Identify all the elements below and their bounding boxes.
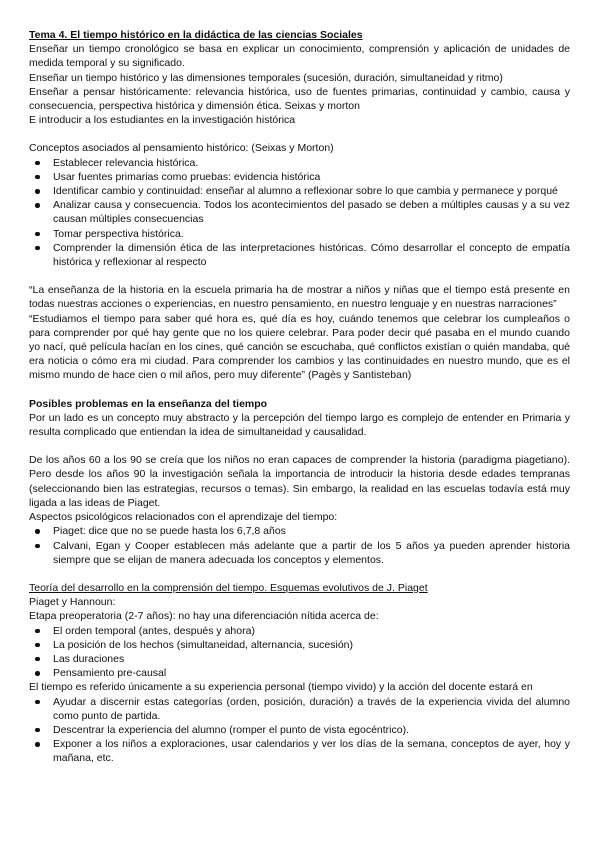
concepts-list [29, 156, 570, 270]
document-title: Tema 4. El tiempo histórico en la didáctica de las ciencias Sociales [29, 29, 363, 41]
intro-paragraph: Enseñar a pensar históricamente: relevancia histórica, uso de fuentes primarias, continuidad y cambio, causa y consecuencia, perspectiva histórica y dimensión ética. Seixas y morton [29, 85, 570, 113]
list-item: Analizar causa y consecuencia. Todos los acontecimientos del pasado se deben a múltiples causas y a su vez causan múltiples consecuencias [29, 198, 570, 226]
quote-paragraph: “La enseñanza de la historia en la escuela primaria ha de mostrar a niños y niñas que el tiempo está presente en todas nuestras acciones o experiencias, en nuestro pensamiento, en nuestro lenguaje y en nuestras narraciones” [29, 284, 570, 311]
list-item: La posición de los hechos (simultaneidad, alternancia, sucesión) [29, 638, 570, 652]
quote-paragraph: “Estudiamos el tiempo para saber qué hora es, qué día es hoy, cuándo tenemos que celebrar los cumpleaños o para comprender por qué hay gente que no los quiere celebrar. Para poder decir qué pasaba en el mundo cuando yo nací, qué película hacían en los cines, qué canción se escuchaba, qué conflictos existían o quién mandaba, qué era noticia o cómo era mi ciudad. Para comprender los cambios y las continuidades en nuestro mundo, que es el mismo mundo de hace cien o mil años, pero muy diferente” (Pagès y Santisteban) [29, 312, 570, 382]
list-item: Descentrar la experiencia del alumno (romper el punto de vista egocéntrico). [29, 723, 570, 737]
problems-heading: Posibles problemas en la enseñanza del tiempo [29, 397, 268, 410]
aspects-list [29, 524, 570, 567]
problems-paragraph: De los años 60 a los 90 se creía que los niños no eran capaces de comprender la historia (paradigma piagetiano). Pero desde los años 90 la investigación señala la importancia de introducir la historia desde edades tempranas (seleccionando bien las estrategias, recursos o temas). Sin embargo, la realidad en las escuelas todavía está muy ligada a las ideas de Piaget. [29, 454, 570, 509]
intro-paragraph: Enseñar un tiempo cronológico se basa en explicar un conocimiento, comprensión y aplicación de unidades de medida temporal y su significado. [29, 43, 570, 70]
teacher-list [29, 695, 570, 766]
problems-paragraph: Por un lado es un concepto muy abstracto y la percepción del tiempo largo es complejo de entender en Primaria y resulta complicado que entiendan la idea de simultaneidad y causalidad. [29, 411, 570, 439]
piaget-heading: Teoría del desarrollo en la comprensión del tiempo. Esquemas evolutivos de J. Piaget [29, 581, 428, 594]
list-item: Tomar perspectiva histórica. [29, 227, 570, 241]
list-item: Las duraciones [29, 652, 570, 666]
list-item: Establecer relevancia histórica. [29, 156, 570, 170]
list-item: Piaget: dice que no se puede hasta los 6,7,8 años [29, 524, 570, 538]
piaget-stage: Etapa preoperatoria (2-7 años): no hay una diferenciación nítida acerca de: [29, 610, 379, 623]
aspects-heading: Aspectos psicológicos relacionados con el aprendizaje del tiempo: [29, 511, 338, 524]
piaget-authors: Piaget y Hannoun: [29, 596, 116, 609]
intro-paragraph: E introducir a los estudiantes en la investigación histórica [29, 114, 296, 127]
intro-paragraph: Enseñar un tiempo histórico y las dimensiones temporales (sucesión, duración, simultaneidad y ritmo) [29, 71, 503, 84]
list-item: El orden temporal (antes, después y ahora) [29, 624, 570, 638]
stage-list [29, 624, 570, 681]
list-item: Comprender la dimensión ética de las interpretaciones históricas. Cómo desarrollar el concepto de empatía histórica y reflexionar al respecto [29, 241, 570, 269]
list-item: Pensamiento pre-causal [29, 666, 570, 680]
list-item: Usar fuentes primarias como pruebas: evidencia histórica [29, 170, 570, 184]
concepts-heading: Conceptos asociados al pensamiento histórico: (Seixas y Morton) [29, 142, 334, 155]
list-item: Calvani, Egan y Cooper establecen más adelante que a partir de los 5 años ya pueden aprender historia siempre que se elijan de manera adecuada los conceptos y elementos. [29, 539, 570, 567]
list-item: Ayudar a discernir estas categorías (orden, posición, duración) a través de la experiencia vivida del alumno como punto de partida. [29, 695, 570, 723]
list-item: Exponer a los niños a exploraciones, usar calendarios y ver los días de la semana, conceptos de ayer, hoy y mañana, etc. [29, 737, 570, 765]
list-item: Identificar cambio y continuidad: enseñar al alumno a reflexionar sobre lo que cambia y permanece y porqué [29, 184, 570, 198]
teacher-text: El tiempo es referido únicamente a su experiencia personal (tiempo vivido) y la acción del docente estará en [29, 681, 533, 694]
